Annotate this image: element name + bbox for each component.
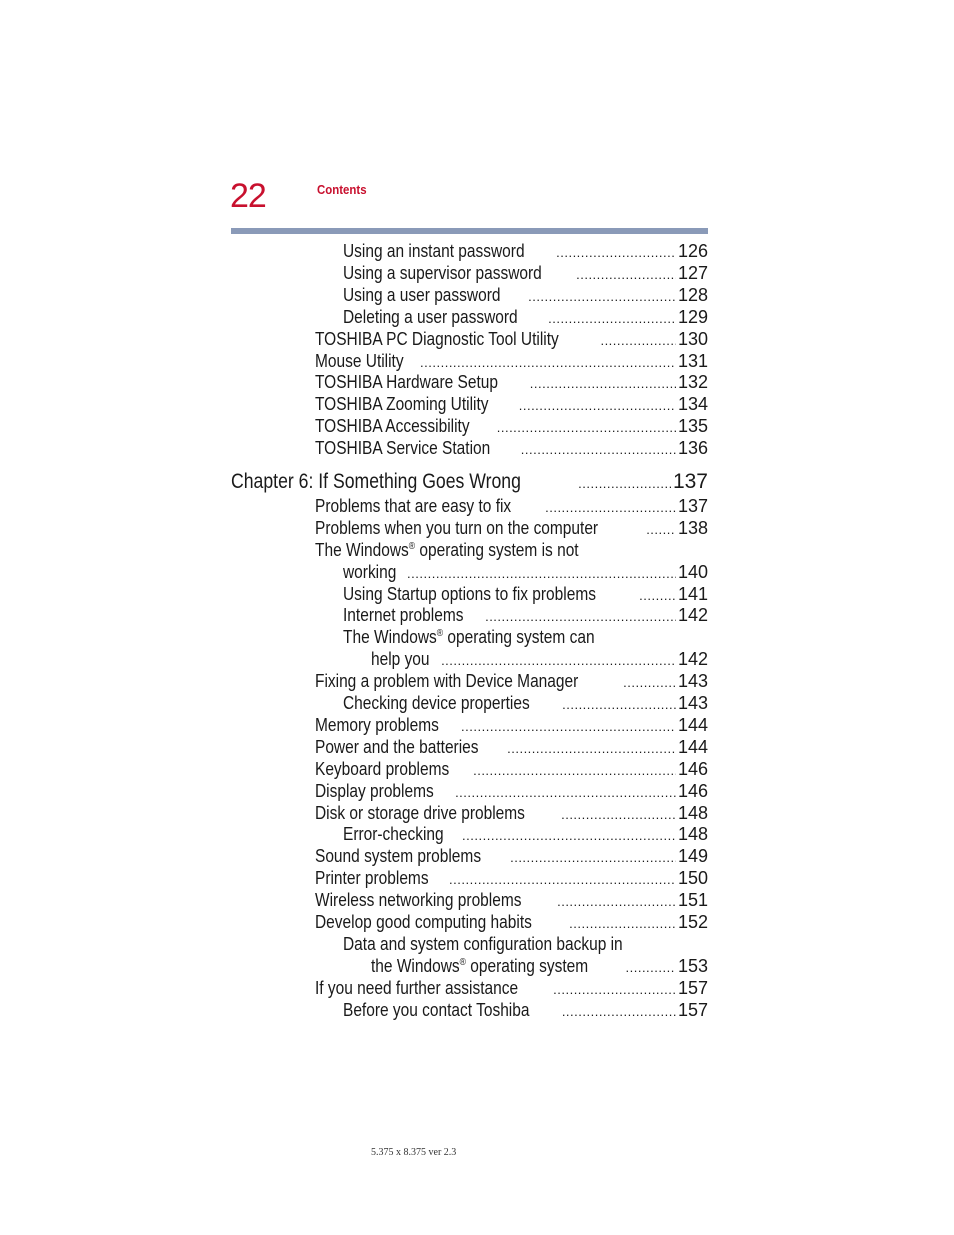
toc-entry-title: Develop good computing habits xyxy=(315,912,532,932)
toc-entry[interactable] xyxy=(315,911,708,935)
toc-entry[interactable] xyxy=(315,889,708,913)
toc-entry xyxy=(343,626,636,648)
toc-entry[interactable] xyxy=(315,670,708,694)
toc-page-number: 132 xyxy=(677,372,708,393)
toc-entry xyxy=(343,933,668,955)
toc-page-number: 143 xyxy=(677,693,708,713)
toc-entry-title: Chapter 6: If Something Goes Wrong xyxy=(231,470,521,493)
dot-leader xyxy=(485,604,676,628)
toc-page-number: 142 xyxy=(677,605,708,626)
toc-entry[interactable] xyxy=(315,736,708,760)
toc-entry-title: If you need further assistance xyxy=(315,977,519,998)
toc-entry[interactable] xyxy=(315,758,708,782)
toc-page-number: 141 xyxy=(677,583,708,604)
toc-entry-title: Sound system problems xyxy=(315,846,482,867)
dot-leader xyxy=(548,306,676,330)
toc-entry[interactable] xyxy=(343,823,708,847)
toc-page-number: 126 xyxy=(677,241,708,261)
registered-mark: ® xyxy=(459,956,466,968)
toc-page-number: 138 xyxy=(677,517,708,538)
toc-entry[interactable] xyxy=(371,955,708,979)
dot-leader xyxy=(561,802,676,826)
toc-entry-title: TOSHIBA Zooming Utility xyxy=(315,394,489,415)
toc-page-number: 146 xyxy=(677,780,708,801)
dot-leader xyxy=(623,670,676,694)
toc-entry[interactable] xyxy=(315,415,708,439)
toc-entry[interactable] xyxy=(343,561,708,585)
toc-page-number: 137 xyxy=(677,495,708,516)
dot-leader xyxy=(420,350,676,374)
toc-entry-title: Using an instant password xyxy=(343,241,525,261)
registered-mark: ® xyxy=(408,540,416,552)
dot-leader xyxy=(556,240,676,264)
dot-leader xyxy=(562,692,676,716)
dot-leader xyxy=(626,955,676,979)
toc-entry-title: Fixing a problem with Device Manager xyxy=(315,671,579,692)
dot-leader xyxy=(557,889,676,913)
toc-entry-title: Wireless networking problems xyxy=(315,890,522,911)
dot-leader xyxy=(407,561,676,585)
toc-entry[interactable] xyxy=(343,262,708,286)
print-spec-footer: 5.375 x 8.375 ver 2.3 xyxy=(371,1147,457,1158)
dot-leader xyxy=(441,648,676,672)
toc-entry-title: TOSHIBA PC Diagnostic Tool Utility xyxy=(315,328,559,349)
dot-leader xyxy=(455,780,676,804)
toc-page-number: 142 xyxy=(677,649,708,670)
toc-entry-title: Checking device properties xyxy=(343,693,530,713)
dot-leader xyxy=(449,867,676,891)
toc-entry-title: TOSHIBA Hardware Setup xyxy=(315,372,498,393)
toc-page-number: 153 xyxy=(677,955,708,976)
toc-entry[interactable] xyxy=(315,393,708,417)
toc-entry[interactable] xyxy=(315,867,708,891)
toc-page-number: 140 xyxy=(677,561,708,582)
toc-entry[interactable] xyxy=(315,780,708,804)
running-header: Contents xyxy=(317,182,367,197)
dot-leader xyxy=(576,262,676,286)
toc-page-number: 143 xyxy=(677,671,708,692)
dot-leader xyxy=(562,999,676,1023)
dot-leader xyxy=(462,823,676,847)
toc-entry[interactable] xyxy=(315,371,708,395)
toc-entry-title: Display problems xyxy=(315,780,434,801)
toc-entry[interactable] xyxy=(315,845,708,869)
dot-leader xyxy=(553,977,676,1001)
toc-page-number: 150 xyxy=(677,868,708,889)
toc-entry[interactable] xyxy=(315,328,708,352)
toc-entry-title: Data and system configuration backup in xyxy=(343,933,623,954)
toc-entry[interactable] xyxy=(343,306,708,330)
dot-leader xyxy=(528,284,676,308)
toc-entry-title: Problems that are easy to fix xyxy=(315,495,512,516)
toc-entry[interactable] xyxy=(343,240,708,264)
toc-page-number: 135 xyxy=(677,416,708,437)
dot-leader xyxy=(461,714,676,738)
dot-leader xyxy=(639,583,676,607)
toc-entry[interactable] xyxy=(315,802,708,826)
toc-page-number: 136 xyxy=(677,438,708,459)
toc-entry-title: Disk or storage drive problems xyxy=(315,802,525,823)
toc-entry-title: Memory problems xyxy=(315,714,439,735)
toc-entry-title: working xyxy=(343,561,397,582)
dot-leader xyxy=(507,736,676,760)
toc-page-number: 137 xyxy=(672,470,708,493)
toc-page-number: 129 xyxy=(677,306,708,327)
toc-entry-title: Deleting a user password xyxy=(343,306,518,327)
dot-leader xyxy=(578,469,671,497)
toc-page-number: 127 xyxy=(677,262,708,283)
dot-leader xyxy=(473,758,676,782)
toc-entry[interactable] xyxy=(343,284,708,308)
toc-page-number: 144 xyxy=(677,714,708,735)
page-number: 22 xyxy=(230,177,266,215)
dot-leader xyxy=(519,393,676,417)
toc-entry-title: Printer problems xyxy=(315,868,429,889)
toc-entry[interactable] xyxy=(343,692,708,716)
toc-entry-title: TOSHIBA Accessibility xyxy=(315,416,470,437)
toc-entry[interactable] xyxy=(315,495,708,519)
toc-entry[interactable] xyxy=(315,350,708,374)
toc-entry-title: Using a supervisor password xyxy=(343,262,542,283)
toc-entry-title: Error-checking xyxy=(343,824,444,845)
toc-page-number: 157 xyxy=(677,977,708,998)
toc-page-number: 148 xyxy=(677,824,708,845)
toc-page-number: 128 xyxy=(677,284,708,305)
toc-page-number: 131 xyxy=(677,350,708,371)
dot-leader xyxy=(510,845,676,869)
toc-entry[interactable] xyxy=(315,977,708,1001)
toc-entry-title: TOSHIBA Service Station xyxy=(315,438,491,459)
dot-leader xyxy=(569,911,676,935)
toc-page-number: 144 xyxy=(677,736,708,757)
dot-leader xyxy=(521,437,676,461)
toc-entry-title: Mouse Utility xyxy=(315,350,404,371)
dot-leader xyxy=(545,495,676,519)
toc-page-number: 151 xyxy=(677,890,708,911)
dot-leader xyxy=(497,415,676,439)
dot-leader xyxy=(600,328,676,352)
toc-page-number: 157 xyxy=(677,999,708,1020)
toc-page-number: 134 xyxy=(677,394,708,415)
toc-page-number: 146 xyxy=(677,758,708,779)
toc-entry-title: The Windows® operating system is not xyxy=(315,539,579,560)
toc-entry[interactable] xyxy=(315,714,708,738)
toc-entry[interactable] xyxy=(343,583,708,607)
toc-entry-title: Internet problems xyxy=(343,605,464,626)
toc-entry-title: Power and the batteries xyxy=(315,736,479,757)
toc-page-number: 149 xyxy=(677,846,708,867)
toc-page-number: 148 xyxy=(677,802,708,823)
toc-entry[interactable] xyxy=(315,437,708,461)
toc-entry-title: help you xyxy=(371,649,430,670)
toc-entry-title: the Windows® operating system xyxy=(371,955,589,976)
toc-entry xyxy=(315,539,622,561)
toc-entry[interactable] xyxy=(343,604,708,628)
toc-entry-title: The Windows® operating system can xyxy=(343,627,595,648)
toc-page-number: 130 xyxy=(677,328,708,349)
toc-entry-title: Problems when you turn on the computer xyxy=(315,517,599,538)
toc-entry-title: Before you contact Toshiba xyxy=(343,999,530,1020)
toc-entry[interactable] xyxy=(315,517,708,541)
toc-entry[interactable] xyxy=(343,999,708,1023)
toc-entry-title: Using a user password xyxy=(343,284,501,305)
toc-entry-title: Using Startup options to fix problems xyxy=(343,583,596,604)
toc-chapter-heading[interactable] xyxy=(231,469,708,497)
header-rule xyxy=(231,228,708,234)
registered-mark: ® xyxy=(436,628,444,640)
dot-leader xyxy=(646,517,676,541)
toc-page-number: 152 xyxy=(677,912,708,932)
toc-entry[interactable] xyxy=(371,648,708,672)
toc-entry-title: Keyboard problems xyxy=(315,758,450,779)
dot-leader xyxy=(530,371,676,395)
